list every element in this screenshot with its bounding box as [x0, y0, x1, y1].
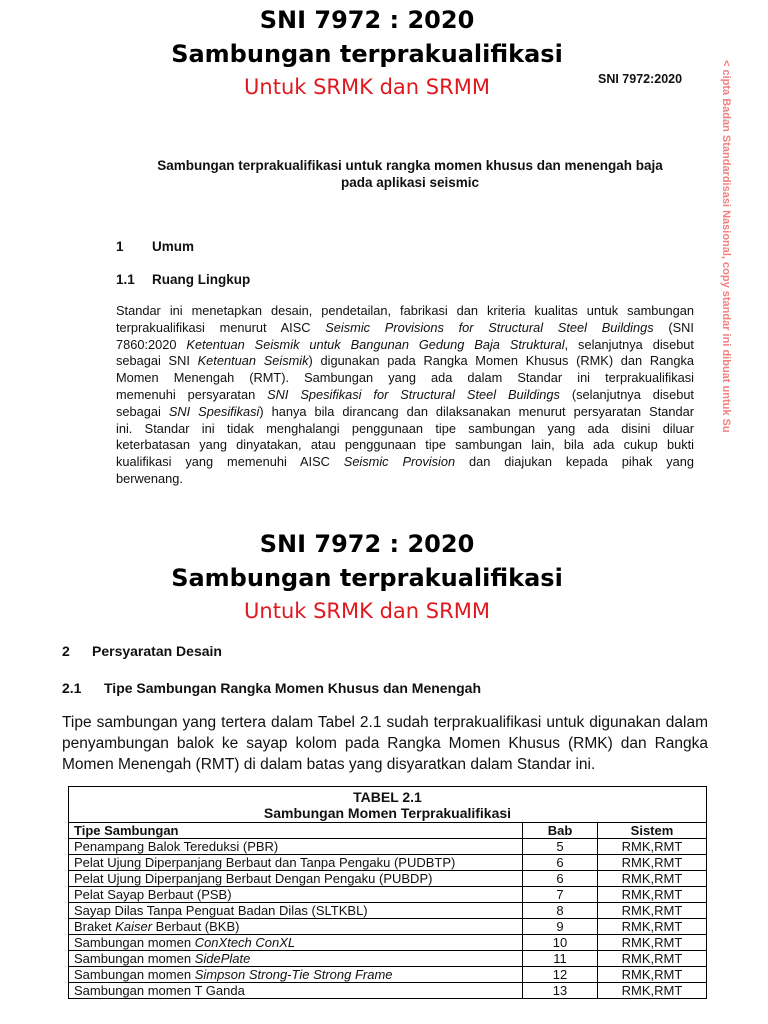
text-line: Momen Menengah (RMT) di dalam batas yang disyaratkan dalam Standar ini.	[62, 756, 596, 773]
text-line: Tipe sambungan yang tertera dalam Tabel 2.1 sudah terprakualifikasi untuk digunakan dalam	[62, 714, 708, 731]
section-title: Tipe Sambungan Rangka Momen Khusus dan Menengah	[104, 680, 482, 696]
slide2-tag: Untuk SRMK dan SRMM	[244, 599, 490, 623]
cell-sistem: RMK,RMT	[598, 983, 707, 999]
slide1-tag: Untuk SRMK dan SRMM	[244, 75, 490, 99]
table-row	[69, 919, 707, 935]
column-header: Bab	[523, 823, 598, 839]
cell-sistem: RMK,RMT	[598, 951, 707, 967]
table-row	[69, 951, 707, 967]
column-header: Tipe Sambungan	[69, 823, 523, 839]
table-row	[69, 871, 707, 887]
cell-bab: 13	[523, 983, 598, 999]
cell-bab: 6	[523, 871, 598, 887]
cell-tipe: Sambungan momen SidePlate	[69, 951, 523, 967]
cell-tipe: Sambungan momen Simpson Strong-Tie Strong Frame	[69, 967, 523, 983]
cell-sistem: RMK,RMT	[598, 919, 707, 935]
cell-tipe: Pelat Sayap Berbaut (PSB)	[69, 887, 523, 903]
cell-tipe: Sayap Dilas Tanpa Penguat Badan Dilas (SLTKBL)	[69, 903, 523, 919]
cell-tipe: Braket Kaiser Berbaut (BKB)	[69, 919, 523, 935]
text-line: kualifikasi yang memenuhi AISC Seismic Provision dan diajukan kepada pihak yang	[116, 454, 695, 470]
text-line: Momen Menengah (RMT). Sambungan yang ada dalam Standar ini terprakualifikasi	[116, 370, 694, 386]
slide2-title: SNI 7972 : 2020	[259, 530, 475, 558]
section-title: Ruang Lingkup	[152, 272, 251, 287]
copyright-watermark: < cipta Badan Standardisasi Nasional, copy standar ini dibuat untuk Su	[720, 60, 732, 433]
cell-tipe: Pelat Ujung Diperpanjang Berbaut dan Tanpa Pengaku (PUDBTP)	[69, 855, 523, 871]
table-row	[69, 887, 707, 903]
section-1-1-heading	[116, 272, 250, 287]
cell-tipe: Pelat Ujung Diperpanjang Berbaut Dengan Pengaku (PUBDP)	[69, 871, 523, 887]
text-line: penyambungan balok ke sayap kolom pada Rangka Momen Khusus (RMK) dan Rangka	[62, 735, 708, 752]
cell-bab: 11	[523, 951, 598, 967]
text-line: keterbatasan yang dinyatakan, atau penggunaan tipe sambungan lain, bila ada cukup bukti	[116, 437, 694, 453]
table-row	[69, 903, 707, 919]
section-2-1-paragraph	[62, 712, 708, 775]
cell-sistem: RMK,RMT	[598, 967, 707, 983]
table-row	[69, 855, 707, 871]
cell-sistem: RMK,RMT	[598, 887, 707, 903]
section-number: 2	[62, 643, 70, 659]
text-line: ini. Standar ini tidak menghalangi penggunaan tipe sambungan yang ada disini diluar	[116, 420, 694, 436]
section-1-heading	[116, 239, 194, 254]
column-header: Sistem	[598, 823, 707, 839]
cell-sistem: RMK,RMT	[598, 839, 707, 855]
cell-bab: 8	[523, 903, 598, 919]
text-line: 7860:2020 Ketentuan Seismik untuk Bangunan Gedung Baja Struktural, selanjutnya disebut	[116, 336, 694, 352]
text-line: Standar ini menetapkan desain, pendetailan, fabrikasi dan kriteria kualitas untuk sambungan	[116, 303, 694, 318]
text-line: berwenang.	[116, 470, 183, 486]
cell-sistem: RMK,RMT	[598, 903, 707, 919]
cell-sistem: RMK,RMT	[598, 855, 707, 871]
slide1-subtitle: Sambungan terprakualifikasi	[171, 40, 563, 68]
cell-bab: 5	[523, 839, 598, 855]
standard-code: SNI 7972:2020	[598, 72, 683, 86]
connection-table	[68, 786, 707, 999]
document-title-line1: Sambungan terprakualifikasi untuk rangka momen khusus dan menengah baja	[157, 158, 663, 173]
cell-sistem: RMK,RMT	[598, 871, 707, 887]
text-line: sebagai SNI Spesifikasi) hanya bila dirancang dan dilaksanakan menurut persyaratan Standar	[116, 403, 694, 419]
slide2-subtitle: Sambungan terprakualifikasi	[171, 564, 563, 592]
table-title: TABEL 2.1 Sambungan Momen Terprakualifikasi	[69, 787, 707, 823]
document-title-line2: pada aplikasi seismic	[340, 175, 480, 190]
section-number: 1	[116, 239, 124, 254]
section-title: Umum	[152, 239, 195, 254]
section-title: Persyaratan Desain	[92, 643, 222, 659]
cell-bab: 6	[523, 855, 598, 871]
section-2-1-heading	[62, 680, 481, 696]
table-row	[69, 839, 707, 855]
text-line: sebagai SNI Ketentuan Seismik) digunakan pada Rangka Momen Khusus (RMK) dan Rangka	[116, 353, 694, 369]
text-line: terprakualifikasi menurut AISC Seismic Provisions for Structural Steel Buildings (SNI	[116, 319, 694, 335]
cell-tipe: Sambungan momen T Ganda	[69, 983, 523, 999]
cell-sistem: RMK,RMT	[598, 935, 707, 951]
table-row	[69, 983, 707, 999]
cell-bab: 12	[523, 967, 598, 983]
scope-paragraph	[116, 303, 694, 488]
section-number: 1.1	[116, 272, 135, 287]
cell-tipe: Sambungan momen ConXtech ConXL	[69, 935, 523, 951]
cell-bab: 9	[523, 919, 598, 935]
section-2-heading	[62, 643, 222, 659]
table-row	[69, 967, 707, 983]
cell-bab: 10	[523, 935, 598, 951]
section-number: 2.1	[62, 680, 82, 696]
cell-tipe: Penampang Balok Tereduksi (PBR)	[69, 839, 523, 855]
cell-bab: 7	[523, 887, 598, 903]
table-header-row	[69, 823, 707, 839]
table-row	[69, 935, 707, 951]
table-title-row	[69, 787, 707, 823]
document-title	[100, 157, 720, 191]
text-line: memenuhi persyaratan SNI Spesifikasi for Structural Steel Buildings (selanjutnya disebut	[116, 386, 694, 402]
slide1-title: SNI 7972 : 2020	[259, 6, 475, 34]
